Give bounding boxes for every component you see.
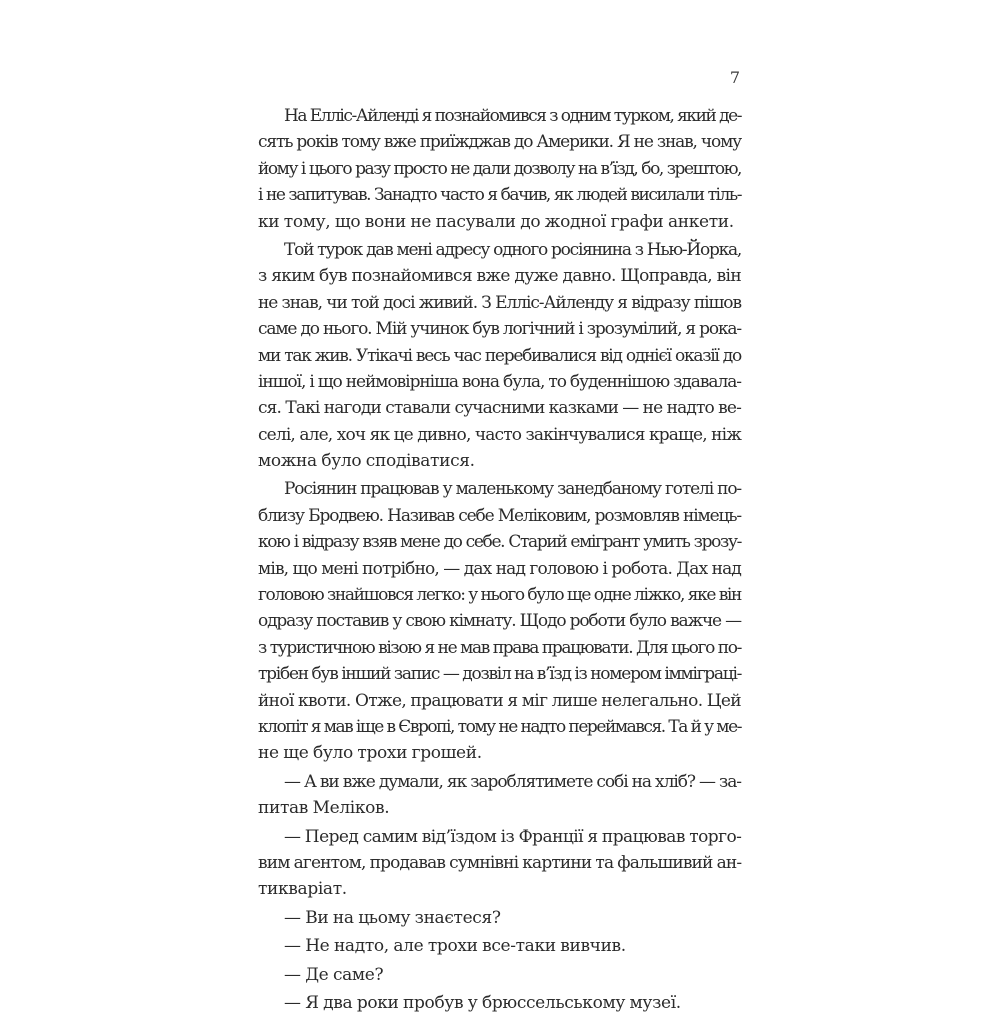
text-line: сять років тому вже приїжджав до Америки. Я не знав, чому <box>258 132 741 153</box>
text-line: тикваріат. <box>258 879 347 900</box>
text-line: головою знайшовся легко: у нього було ще одне ліжко, яке він <box>258 585 741 606</box>
text-line: — Перед самим від’їздом із Франції я працював торго- <box>284 826 742 847</box>
text-line: — Я два роки пробув у брюссельському музеї. <box>284 992 681 1013</box>
text-line: мів, що мені потрібно, — дах над головою і робота. Дах над <box>258 558 741 579</box>
paragraph <box>258 990 741 1016</box>
text-line: йної квоти. Отже, працювати я міг лише нелегально. Цей <box>258 690 741 711</box>
paragraph <box>258 476 741 766</box>
text-line: вим агентом, продавав сумнівні картини та фальшивий ан- <box>258 852 742 873</box>
text-line: — Ви на цьому знаєтеся? <box>284 907 501 928</box>
text-line: На Елліс-Айленді я познайомився з одним турком, який де- <box>284 106 741 126</box>
text-line: — Де саме? <box>284 964 384 985</box>
page-number: 7 <box>729 68 740 87</box>
text-line: кою і відразу взяв мене до себе. Старий емігрант умить зрозу- <box>258 532 741 553</box>
text-line: одразу поставив у свою кімнату. Щодо роботи було важче — <box>258 611 741 632</box>
text-line: з туристичною візою я не мав права працювати. Для цього по- <box>258 637 741 658</box>
text-line: клопіт я мав іще в Європі, тому не надто переймався. Та й у ме- <box>258 716 741 737</box>
paragraph <box>258 769 741 822</box>
paragraph <box>258 962 741 988</box>
paragraph <box>258 103 741 235</box>
paragraph <box>258 933 741 959</box>
paragraph <box>258 824 741 903</box>
text-line: селі, але, хоч як це дивно, часто закінчувалися краще, ніж <box>258 424 741 445</box>
text-line: питав Меліков. <box>258 798 390 819</box>
text-line: ки тому, що вони не пасували до жодної графи анкети. <box>258 211 734 232</box>
body-text <box>258 103 741 1016</box>
text-line: іншої, і що неймовірніша вона була, то буденнішою здавала- <box>258 371 741 392</box>
text-line: ся. Такі нагоди ставали сучасними казками — не надто ве- <box>258 398 741 419</box>
text-line: не ще було трохи грошей. <box>258 743 482 764</box>
text-line: Росіянин працював у маленькому занедбаному готелі по- <box>284 479 741 500</box>
text-line: можна було сподіватися. <box>258 451 475 472</box>
text-line: і не запитував. Занадто часто я бачив, як людей висилали тіль- <box>258 185 741 206</box>
text-line: не знав, чи той досі живий. З Елліс-Айленду я відразу пішов <box>258 292 741 313</box>
text-line: близу Бродвею. Називав себе Меліковим, розмовляв німець- <box>258 505 741 526</box>
text-line: з яким був познайомився вже дуже давно. Щоправда, він <box>258 266 741 287</box>
paragraph <box>258 905 741 931</box>
text-line: — Не надто, але трохи все-таки вивчив. <box>284 936 626 957</box>
text-line: йому і цього разу просто не дали дозволу на в’їзд, бо, зрештою, <box>258 158 741 179</box>
text-line: трібен був інший запис — дозвіл на в’їзд із номером імміграці- <box>258 664 742 685</box>
text-line: ми так жив. Утікачі весь час перебивалися від однієї оказії до <box>258 345 741 366</box>
paragraph <box>258 237 741 475</box>
text-line: Той турок дав мені адресу одного росіянина з Нью-Йорка, <box>284 239 741 260</box>
text-line: саме до нього. Мій учинок був логічний і зрозумілий, я рока- <box>258 319 741 340</box>
text-line: — А ви вже думали, як зароблятимете собі на хліб? — за- <box>284 771 741 792</box>
